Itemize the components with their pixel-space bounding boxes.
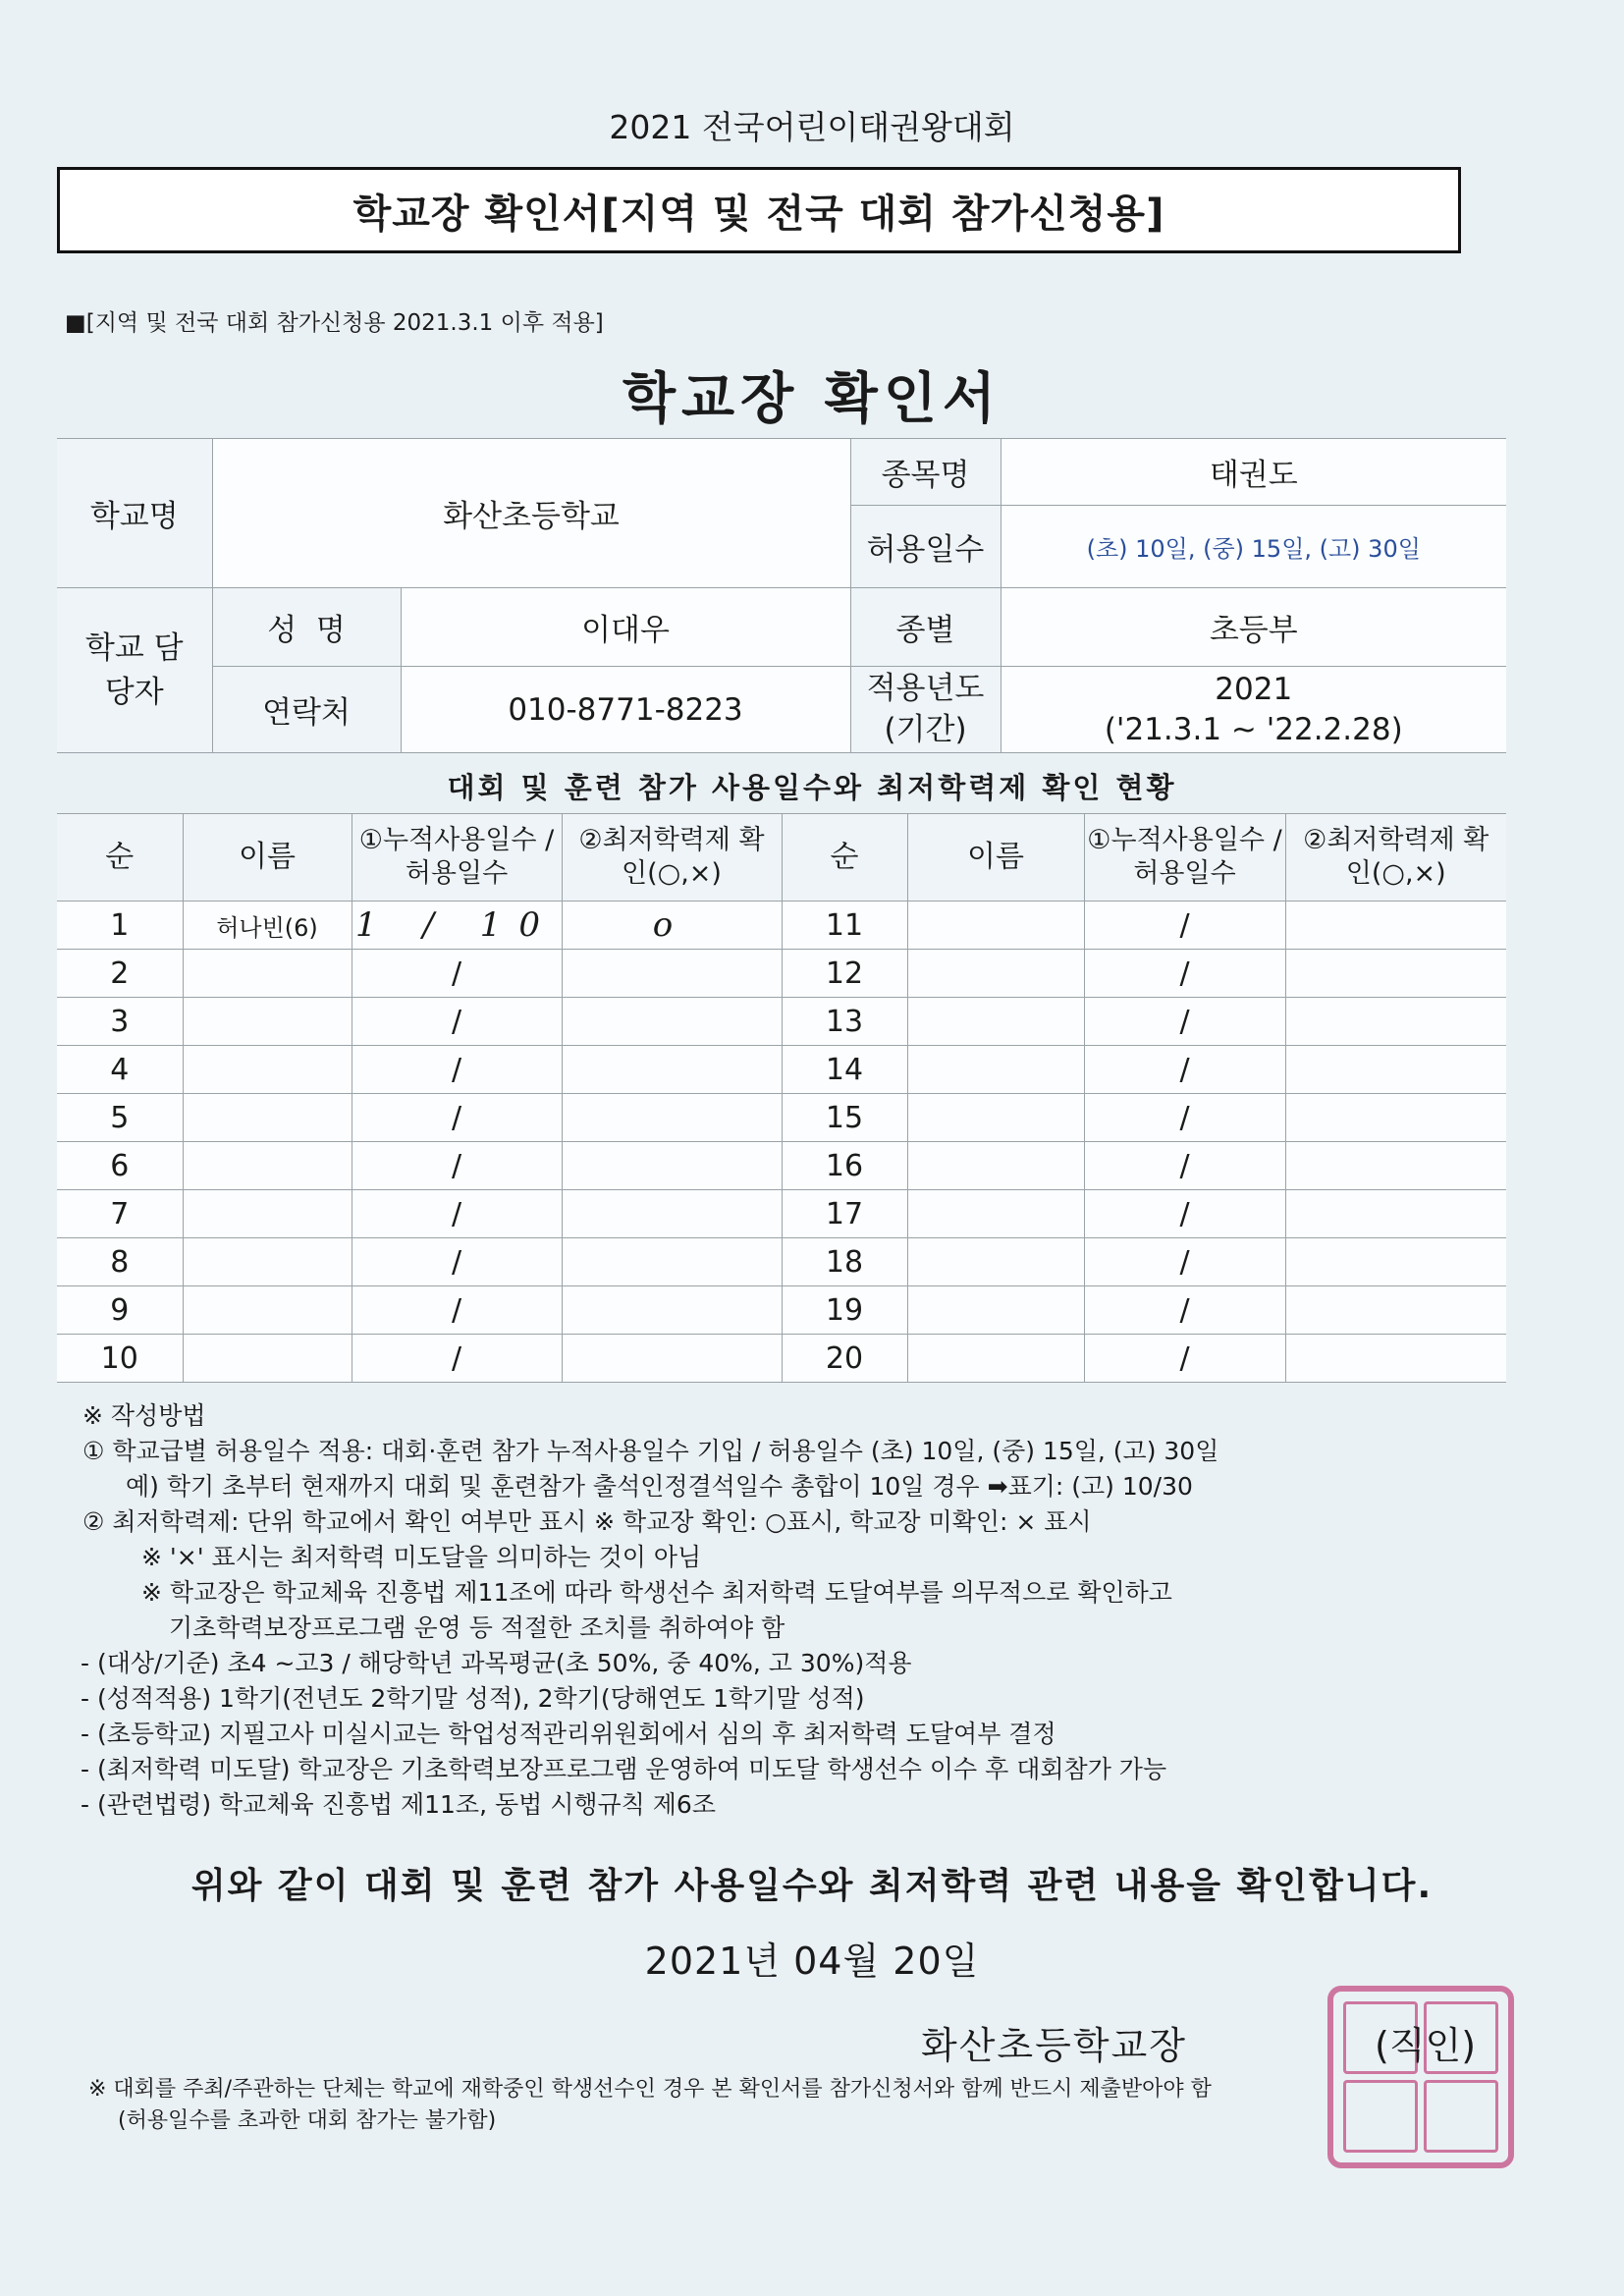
cumulative-days-cell[interactable]: / <box>352 1238 562 1286</box>
instruction-line-6: 기초학력보장프로그램 운영 등 적절한 조치를 취하여야 함 <box>169 1613 785 1642</box>
header-days-right <box>1084 814 1285 902</box>
official-seal-stamp <box>1327 1986 1514 2168</box>
period-value <box>1001 667 1506 753</box>
athlete-name-cell[interactable] <box>907 902 1084 950</box>
row-number-cell[interactable]: 11 <box>782 902 907 950</box>
header-no-left: 순 <box>57 814 183 902</box>
cumulative-days-cell[interactable]: 1 / 10 <box>352 902 562 950</box>
header-check-right-text: ②최저학력제 확인(○,×) <box>1303 825 1489 889</box>
cumulative-days-cell[interactable]: / <box>1084 1094 1285 1142</box>
row-number-cell[interactable]: 2 <box>57 950 183 998</box>
row-number-cell[interactable]: 3 <box>57 998 183 1046</box>
division-value: 초등부 <box>1001 588 1506 667</box>
academic-check-cell[interactable] <box>1285 1238 1506 1286</box>
row-number-cell[interactable]: 12 <box>782 950 907 998</box>
table-row <box>57 1286 1506 1335</box>
allowed-days-label: 허용일수 <box>850 506 1001 588</box>
header-check-left-text: ②최저학력제 확인(○,×) <box>578 825 765 889</box>
scope-note: ■[지역 및 전국 대회 참가신청용 2021.3.1 이후 적용] <box>65 310 604 336</box>
document-title: 학교장 확인서[지역 및 전국 대회 참가신청용] <box>352 191 1165 237</box>
academic-check-cell[interactable]: o <box>562 902 782 950</box>
academic-check-cell[interactable] <box>1285 1286 1506 1335</box>
academic-check-cell[interactable] <box>562 1094 782 1142</box>
row-number-cell[interactable]: 9 <box>57 1286 183 1335</box>
cumulative-days-cell[interactable]: / <box>1084 902 1285 950</box>
table-row <box>57 1238 1506 1286</box>
seal-quadrant <box>1343 2080 1418 2153</box>
footer-line-1: ※ 대회를 주최/주관하는 단체는 학교에 재학중인 학생선수인 경우 본 확인서를 참가신청서와 함께 반드시 제출받아야 함 <box>88 2077 1212 2102</box>
cumulative-days-cell[interactable]: / <box>352 998 562 1046</box>
athlete-name-cell[interactable] <box>183 1046 352 1094</box>
academic-check-cell[interactable] <box>562 950 782 998</box>
academic-check-cell[interactable] <box>562 998 782 1046</box>
header-name-left: 이름 <box>183 814 352 902</box>
athlete-name-cell[interactable] <box>907 1286 1084 1335</box>
academic-check-cell[interactable] <box>1285 1142 1506 1190</box>
cumulative-days-cell[interactable]: / <box>352 1094 562 1142</box>
row-number-cell[interactable]: 17 <box>782 1190 907 1238</box>
table-row <box>57 902 1506 950</box>
cumulative-days-cell[interactable]: / <box>1084 1190 1285 1238</box>
seal-label: (직인) <box>1375 2024 1477 2067</box>
academic-check-cell[interactable] <box>562 1046 782 1094</box>
school-label: 학교명 <box>57 439 212 588</box>
academic-check-cell[interactable] <box>562 1142 782 1190</box>
instruction-line-11: - (관련법령) 학교체육 진흥법 제11조, 동법 시행규칙 제6조 <box>81 1790 716 1819</box>
academic-check-cell[interactable] <box>1285 998 1506 1046</box>
row-number-cell[interactable]: 10 <box>57 1335 183 1383</box>
table-row <box>57 1046 1506 1094</box>
cumulative-days-cell[interactable]: / <box>352 1286 562 1335</box>
usage-heading: 대회 및 훈련 참가 사용일수와 최저학력제 확인 현황 <box>447 771 1177 804</box>
period-year: 2021 <box>1215 672 1293 708</box>
allowed-days-value: (초) 10일, (중) 15일, (고) 30일 <box>1001 506 1506 588</box>
table-row <box>57 998 1506 1046</box>
athlete-name-cell[interactable] <box>907 1094 1084 1142</box>
row-number-cell[interactable]: 14 <box>782 1046 907 1094</box>
instructions <box>82 1398 1526 1823</box>
table-row <box>57 1142 1506 1190</box>
contact-name-label: 성 명 <box>212 588 401 667</box>
header-days-left-text: ①누적사용일수 /허용일수 <box>358 825 555 889</box>
principal-title: 화산초등학교장 <box>921 2024 1187 2067</box>
row-number-cell[interactable]: 20 <box>782 1335 907 1383</box>
academic-check-cell[interactable] <box>562 1335 782 1383</box>
footer-line-2: (허용일수를 초과한 대회 참가는 불가함) <box>118 2108 497 2133</box>
row-number-cell[interactable]: 7 <box>57 1190 183 1238</box>
row-number-cell[interactable]: 1 <box>57 902 183 950</box>
cumulative-days-cell[interactable]: / <box>1084 1046 1285 1094</box>
instruction-notation: ➡표기: (고) 10/30 <box>987 1472 1193 1501</box>
instruction-line-4: ※ '×' 표시는 최저학력 미도달을 의미하는 것이 아님 <box>141 1543 702 1571</box>
academic-check-cell[interactable] <box>1285 1094 1506 1142</box>
athlete-name-cell[interactable]: 허나빈(6) <box>183 902 352 950</box>
academic-check-cell[interactable] <box>562 1238 782 1286</box>
cumulative-days-cell[interactable]: / <box>1084 950 1285 998</box>
school-info-table <box>57 438 1506 753</box>
header-days-left <box>352 814 562 902</box>
athlete-name-cell[interactable] <box>183 1094 352 1142</box>
athlete-name-cell[interactable] <box>907 1046 1084 1094</box>
instructions-heading: ※ 작성방법 <box>82 1401 206 1430</box>
issue-date: 2021년 04월 20일 <box>644 1940 980 1983</box>
instruction-line-8: - (성적적용) 1학기(전년도 2학기말 성적), 2학기(당해연도 1학기말 성적) <box>81 1684 865 1713</box>
cumulative-days-cell[interactable]: / <box>1084 1286 1285 1335</box>
division-label: 종별 <box>850 588 1001 667</box>
cumulative-days-cell[interactable]: / <box>352 950 562 998</box>
document-title-box <box>57 167 1461 253</box>
seal-quadrant <box>1424 2080 1498 2153</box>
cumulative-days-cell[interactable]: / <box>352 1142 562 1190</box>
instruction-line-2 <box>82 1469 1526 1504</box>
instruction-line-5: ※ 학교장은 학교체육 진흥법 제11조에 따라 학생선수 최저학력 도달여부를 의무적으로 확인하고 <box>141 1578 1172 1607</box>
academic-check-cell[interactable] <box>562 1286 782 1335</box>
sport-label: 종목명 <box>850 439 1001 506</box>
header-days-right-text: ①누적사용일수 /허용일수 <box>1087 825 1282 889</box>
athlete-name-cell[interactable] <box>183 1335 352 1383</box>
athlete-name-cell[interactable] <box>183 1286 352 1335</box>
cumulative-days-cell[interactable]: / <box>1084 1238 1285 1286</box>
period-range: ('21.3.1 ~ '22.2.28) <box>1104 711 1403 747</box>
instruction-line-3: ② 최저학력제: 단위 학교에서 확인 여부만 표시 ※ 학교장 확인: ○표시, 학교장 미확인: × 표시 <box>82 1507 1092 1536</box>
athlete-name-cell[interactable] <box>907 1142 1084 1190</box>
sport-value: 태권도 <box>1001 439 1506 506</box>
usage-table <box>57 813 1506 1383</box>
contact-group-label <box>57 588 212 753</box>
table-row <box>57 1094 1506 1142</box>
header-check-left <box>562 814 782 902</box>
athlete-name-cell[interactable] <box>907 1238 1084 1286</box>
row-number-cell[interactable]: 15 <box>782 1094 907 1142</box>
row-number-cell[interactable]: 8 <box>57 1238 183 1286</box>
header-check-right <box>1285 814 1506 902</box>
academic-check-cell[interactable] <box>1285 950 1506 998</box>
cumulative-days-cell[interactable]: / <box>1084 1335 1285 1383</box>
instruction-line-10: - (최저학력 미도달) 학교장은 기초학력보장프로그램 운영하여 미도달 학생선수 이수 후 대회참가 가능 <box>81 1755 1167 1783</box>
row-number-cell[interactable]: 13 <box>782 998 907 1046</box>
athlete-name-cell[interactable] <box>183 1238 352 1286</box>
usage-table-header <box>57 814 1506 902</box>
usage-table-body <box>57 902 1506 1383</box>
athlete-name-cell[interactable] <box>183 950 352 998</box>
row-number-cell[interactable]: 4 <box>57 1046 183 1094</box>
header-no-right: 순 <box>782 814 907 902</box>
instruction-line-9: - (초등학교) 지필고사 미실시교는 학업성적관리위원회에서 심의 후 최저학력 도달여부 결정 <box>81 1720 1056 1748</box>
row-number-cell[interactable]: 18 <box>782 1238 907 1286</box>
contact-group-text: 학교 담당자 <box>84 629 184 710</box>
contact-name: 이대우 <box>401 588 850 667</box>
academic-check-cell[interactable] <box>562 1190 782 1238</box>
instruction-example: 예) 학기 초부터 현재까지 대회 및 훈련참가 출석인정결석일수 총합이 10일 경우 <box>126 1472 980 1501</box>
athlete-name-cell[interactable] <box>907 950 1084 998</box>
athlete-name-cell[interactable] <box>183 998 352 1046</box>
academic-check-cell[interactable] <box>1285 902 1506 950</box>
cumulative-days-cell[interactable]: / <box>352 1335 562 1383</box>
school-name: 화산초등학교 <box>212 439 850 588</box>
event-title: 2021 전국어린이태권왕대회 <box>609 108 1015 146</box>
row-number-cell[interactable]: 19 <box>782 1286 907 1335</box>
form-title: 학교장 확인서 <box>622 367 1002 431</box>
phone-label: 연락처 <box>212 667 401 753</box>
row-number-cell[interactable]: 16 <box>782 1142 907 1190</box>
athlete-name-cell[interactable] <box>183 1190 352 1238</box>
table-row <box>57 950 1506 998</box>
table-row <box>57 1190 1506 1238</box>
athlete-name-cell[interactable] <box>183 1142 352 1190</box>
footer-note <box>88 2074 1212 2137</box>
instruction-line-7: - (대상/기준) 초4 ~고3 / 해당학년 과목평균(초 50%, 중 40%, 고 30%)적용 <box>81 1649 912 1677</box>
cumulative-days-cell[interactable]: / <box>352 1046 562 1094</box>
confirmation-statement: 위와 같이 대회 및 훈련 참가 사용일수와 최저학력 관련 내용을 확인합니다. <box>190 1866 1434 1906</box>
phone-value: 010-8771-8223 <box>401 667 850 753</box>
cumulative-days-cell[interactable]: / <box>352 1190 562 1238</box>
period-label <box>850 667 1001 753</box>
row-number-cell[interactable]: 6 <box>57 1142 183 1190</box>
cumulative-days-cell[interactable]: / <box>1084 998 1285 1046</box>
athlete-name-cell[interactable] <box>907 1335 1084 1383</box>
academic-check-cell[interactable] <box>1285 1190 1506 1238</box>
table-row <box>57 1335 1506 1383</box>
header-name-right: 이름 <box>907 814 1084 902</box>
athlete-name-cell[interactable] <box>907 1190 1084 1238</box>
cumulative-days-cell[interactable]: / <box>1084 1142 1285 1190</box>
period-label-text: 적용년도 (기간) <box>866 670 985 747</box>
academic-check-cell[interactable] <box>1285 1335 1506 1383</box>
athlete-name-cell[interactable] <box>907 998 1084 1046</box>
instruction-line-1: ① 학교급별 허용일수 적용: 대회·훈련 참가 누적사용일수 기입 / 허용일수 (초) 10일, (중) 15일, (고) 30일 <box>82 1437 1219 1465</box>
academic-check-cell[interactable] <box>1285 1046 1506 1094</box>
row-number-cell[interactable]: 5 <box>57 1094 183 1142</box>
